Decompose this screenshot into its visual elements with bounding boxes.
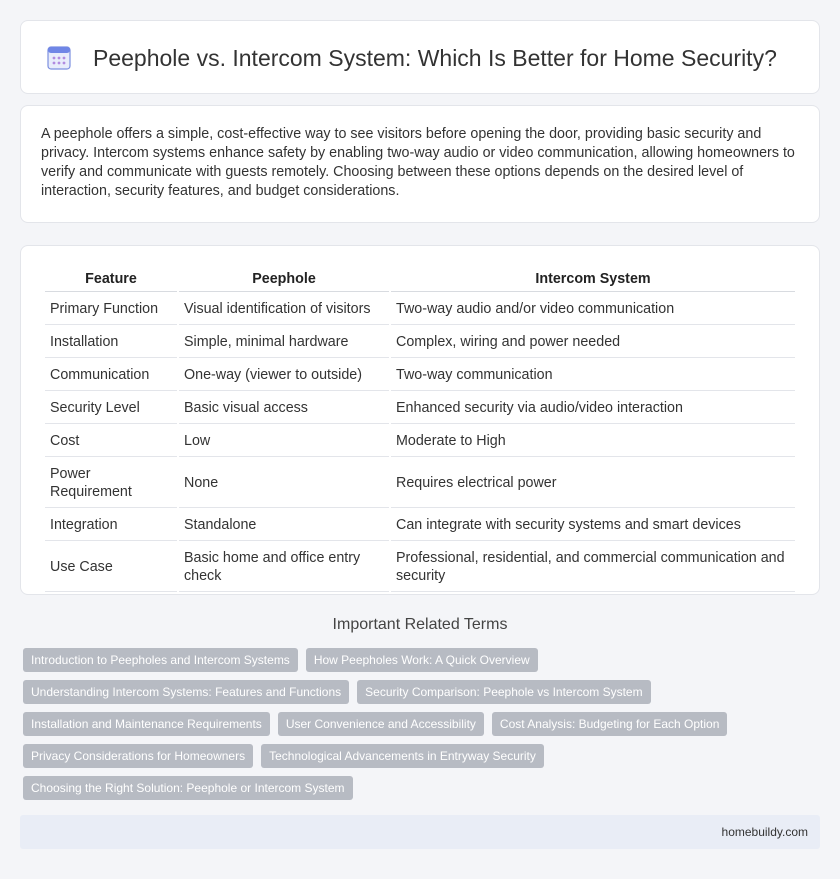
column-header: Intercom System <box>391 268 795 292</box>
intro-text: A peephole offers a simple, cost-effective way to see visitors before opening the door, providing basic security and privacy. Intercom systems enhance safety by enabling two-way audio or video communication, allowing homeowners to verify and communicate with guests remotely. Choosing between these options depends on the desired level of interaction, security features, and budget considerations. <box>41 126 795 199</box>
term-row <box>23 776 823 800</box>
table-cell: Visual identification of visitors <box>179 294 389 325</box>
related-term-tag[interactable]: Understanding Intercom Systems: Features and Functions <box>23 680 349 704</box>
related-term-tag[interactable]: Privacy Considerations for Homeowners <box>23 744 253 768</box>
term-row <box>23 744 823 768</box>
column-header: Feature <box>45 268 177 292</box>
term-row <box>23 712 823 736</box>
table-cell: Professional, residential, and commercial communication and security <box>391 543 795 592</box>
table-cell: Requires electrical power <box>391 459 795 508</box>
table-cell: Cost <box>45 426 177 457</box>
related-term-tag[interactable]: Technological Advancements in Entryway Security <box>261 744 544 768</box>
table-row <box>45 543 795 592</box>
table-cell: None <box>179 459 389 508</box>
table-row <box>45 459 795 508</box>
table-cell: Can integrate with security systems and smart devices <box>391 510 795 541</box>
table-cell: One-way (viewer to outside) <box>179 360 389 391</box>
related-term-tag[interactable]: User Convenience and Accessibility <box>278 712 484 736</box>
table-cell: Communication <box>45 360 177 391</box>
column-header: Peephole <box>179 268 389 292</box>
table-cell: Low <box>179 426 389 457</box>
table-cell: Basic visual access <box>179 393 389 424</box>
footer <box>20 815 820 849</box>
related-terms-list <box>23 648 823 808</box>
related-term-tag[interactable]: How Peepholes Work: A Quick Overview <box>306 648 538 672</box>
table-cell: Security Level <box>45 393 177 424</box>
table-row <box>45 426 795 457</box>
table-cell: Enhanced security via audio/video interaction <box>391 393 795 424</box>
table-header-row <box>45 268 795 292</box>
table-row <box>45 510 795 541</box>
table-row <box>45 360 795 391</box>
related-terms-title: Important Related Terms <box>332 616 508 633</box>
table-cell: Moderate to High <box>391 426 795 457</box>
table-cell: Simple, minimal hardware <box>179 327 389 358</box>
table-cell: Complex, wiring and power needed <box>391 327 795 358</box>
table-cell: Two-way audio and/or video communication <box>391 294 795 325</box>
header-card <box>20 20 820 94</box>
related-term-tag[interactable]: Cost Analysis: Budgeting for Each Option <box>492 712 727 736</box>
table-cell: Installation <box>45 327 177 358</box>
term-row <box>23 648 823 672</box>
comparison-table-card <box>20 245 820 595</box>
intro-card <box>20 105 820 223</box>
comparison-table <box>43 266 797 594</box>
table-cell: Power Requirement <box>45 459 177 508</box>
calendar-grid-icon <box>47 45 71 71</box>
related-term-tag[interactable]: Introduction to Peepholes and Intercom Systems <box>23 648 298 672</box>
table-row <box>45 393 795 424</box>
footer-site-link[interactable]: homebuildy.com <box>721 825 808 839</box>
table-cell: Primary Function <box>45 294 177 325</box>
page-title: Peephole vs. Intercom System: Which Is Better for Home Security? <box>93 45 777 71</box>
table-row <box>45 327 795 358</box>
term-row <box>23 680 823 704</box>
related-term-tag[interactable]: Choosing the Right Solution: Peephole or Intercom System <box>23 776 353 800</box>
related-term-tag[interactable]: Installation and Maintenance Requirements <box>23 712 270 736</box>
table-row <box>45 294 795 325</box>
table-cell: Use Case <box>45 543 177 592</box>
related-term-tag[interactable]: Security Comparison: Peephole vs Intercom System <box>357 680 650 704</box>
table-cell: Standalone <box>179 510 389 541</box>
table-cell: Integration <box>45 510 177 541</box>
table-cell: Two-way communication <box>391 360 795 391</box>
table-cell: Basic home and office entry check <box>179 543 389 592</box>
